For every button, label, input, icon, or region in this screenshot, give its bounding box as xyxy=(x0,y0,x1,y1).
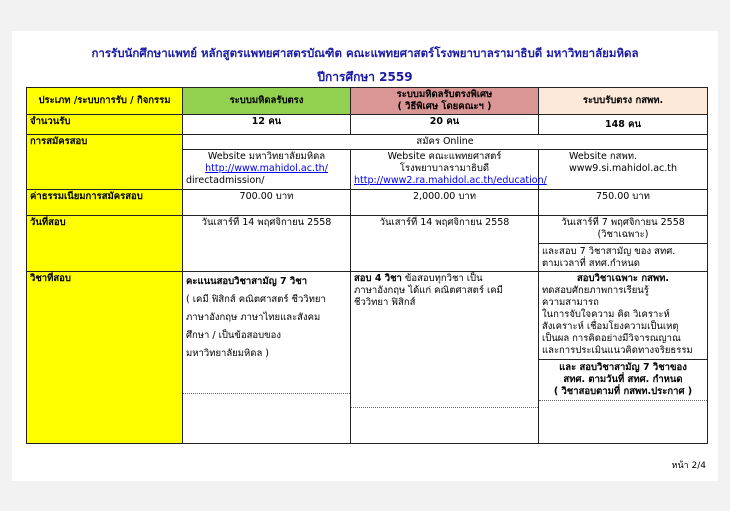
dotted-divider xyxy=(539,400,707,401)
subjects-direct-head: คะแนนสอบวิชาสามัญ 7 วิชา xyxy=(186,276,308,287)
subjects-cpat-b3: ( วิชาสอบตามที่ กสพท.ประกาศ ) xyxy=(553,386,693,397)
subjects-direct-l2: ภาษาอังกฤษ ภาษาไทยและสังคม xyxy=(186,312,321,323)
table-row-fee xyxy=(27,190,708,216)
header-cpat: ระบบรับตรง กสพท. xyxy=(539,88,708,115)
header-category: ประเภท /ระบบการรับ / กิจกรรม xyxy=(27,88,183,115)
label-apply: การสมัครสอบ xyxy=(27,135,183,190)
dotted-divider xyxy=(351,407,538,408)
apply-direct-website xyxy=(183,150,351,190)
document-title: การรับนักศึกษาแพทย์ หลักสูตรแพทยศาสตรบัณฑิต คณะแพทยศาสตร์โรงพยาบาลรามาธิบดี มหาวิทยาลัยมหิดล xyxy=(91,46,639,60)
header-special-line2: ( วิธีพิเศษ โดยคณะฯ ) xyxy=(397,101,492,112)
mahidol-admission-link[interactable]: http://www.mahidol.ac.th/ xyxy=(205,163,328,174)
table-row-apply-online xyxy=(27,135,708,150)
exam-date-special: วันเสาร์ที่ 14 พฤศจิกายน 2558 xyxy=(351,216,539,272)
subjects-cpat-l2: ความสามารถ xyxy=(542,297,599,308)
header-mahidol-direct: ระบบมหิดลรับตรง xyxy=(183,88,351,115)
fee-cpat: 750.00 บาท xyxy=(539,190,708,216)
subjects-special-l3: ชีววิทยา ฟิสิกส์ xyxy=(354,297,416,308)
subjects-cpat-l3: ในการจับใจความ คิด วิเคราะห์ xyxy=(542,309,670,320)
subjects-cpat-l5: เป็นผล การคิดอย่างมีวิจารณญาณ xyxy=(542,333,681,344)
exam-date-cpat-l1: วันเสาร์ที่ 7 พฤศจิกายน 2558 xyxy=(561,217,685,228)
apply-cpat-text2: www9.si.mahidol.ac.th xyxy=(569,163,678,174)
subjects-special xyxy=(351,272,539,444)
apply-cpat-text1: Website กสพท. xyxy=(569,151,637,162)
subjects-direct-l3: ศึกษา / เป็นข้อสอบของ xyxy=(186,330,281,341)
label-exam-date: วันที่สอบ xyxy=(27,216,183,272)
exam-date-cpat-l2: (วิชาเฉพาะ) xyxy=(597,229,649,240)
apply-special-text1: Website คณะแพทยศาสตร์ xyxy=(387,151,502,162)
subjects-cpat-b1: และ สอบวิชาสามัญ 7 วิชาของ xyxy=(539,359,707,374)
apply-cpat-website xyxy=(539,150,708,190)
academic-year-title: ปีการศึกษา 2559 xyxy=(317,70,413,84)
exam-date-direct: วันเสาร์ที่ 14 พฤศจิกายน 2558 xyxy=(183,216,351,272)
subjects-special-l2: ภาษาอังกฤษ ได้แก่ คณิตศาสตร์ เคมี xyxy=(354,285,503,296)
apply-special-website xyxy=(351,150,547,190)
exam-date-cpat-l3: และสอบ 7 วิชาสามัญ ของ สทศ. xyxy=(539,243,707,258)
subjects-special-head: สอบ 4 วิชา xyxy=(354,273,402,284)
apply-online: สมัคร Online xyxy=(183,135,708,150)
subjects-special-l1: ข้อสอบทุกวิชา เป็น xyxy=(404,273,483,284)
apply-direct-text: Website มหาวิทยาลัยมหิดล xyxy=(207,151,326,162)
subjects-cpat xyxy=(539,272,708,444)
subjects-direct-l1: ( เคมี ฟิสิกส์ คณิตศาสตร์ ชีววิทยา xyxy=(186,294,326,305)
table-row-exam-date xyxy=(27,216,708,272)
quota-special: 20 คน xyxy=(351,115,539,135)
subjects-cpat-l1: ทดสอบศักยภาพการเรียนรู้ xyxy=(542,285,649,296)
fee-special: 2,000.00 บาท xyxy=(351,190,539,216)
exam-date-cpat xyxy=(539,216,708,272)
subjects-cpat-l4: สังเคราะห์ เชื่อมโยงความเป็นเหตุ xyxy=(542,321,679,332)
dotted-divider xyxy=(183,393,350,394)
fee-direct: 700.00 บาท xyxy=(183,190,351,216)
quota-direct: 12 คน xyxy=(183,115,351,135)
subjects-cpat-l6: และการประเมินแนวคิดทางจริยธรรม xyxy=(542,345,693,356)
table-row-subjects xyxy=(27,272,708,444)
table-row-quota xyxy=(27,115,708,135)
header-special-line1: ระบบมหิดลรับตรงพิเศษ xyxy=(396,89,493,100)
subjects-cpat-b2: สทศ. ตามวันที่ สทศ. กำหนด xyxy=(563,374,683,385)
exam-date-cpat-l4: ตามเวลาที่ สทศ.กำหนด xyxy=(542,258,640,269)
page-number: หน้า 2/4 xyxy=(671,461,706,471)
apply-special-text2: โรงพยาบาลรามาธิบดี xyxy=(399,163,490,174)
ramathibodi-education-link[interactable]: http://www2.ra.mahidol.ac.th/education/ xyxy=(354,175,547,186)
header-mahidol-special xyxy=(351,88,539,115)
admission-table xyxy=(26,87,708,444)
label-fee: ค่าธรรมเนียมการสมัครสอบ xyxy=(27,190,183,216)
label-subjects: วิชาที่สอบ xyxy=(27,272,183,444)
subjects-cpat-head: สอบวิชาเฉพาะ กสพท. xyxy=(576,273,670,284)
quota-cpat: 148 คน xyxy=(539,115,708,135)
table-header-row xyxy=(27,88,708,115)
subjects-direct-l4: มหาวิทยาลัยมหิดล ) xyxy=(186,348,269,359)
apply-direct-path: directadmission/ xyxy=(186,175,265,186)
subjects-direct xyxy=(183,272,351,444)
label-quota: จำนวนรับ xyxy=(27,115,183,135)
